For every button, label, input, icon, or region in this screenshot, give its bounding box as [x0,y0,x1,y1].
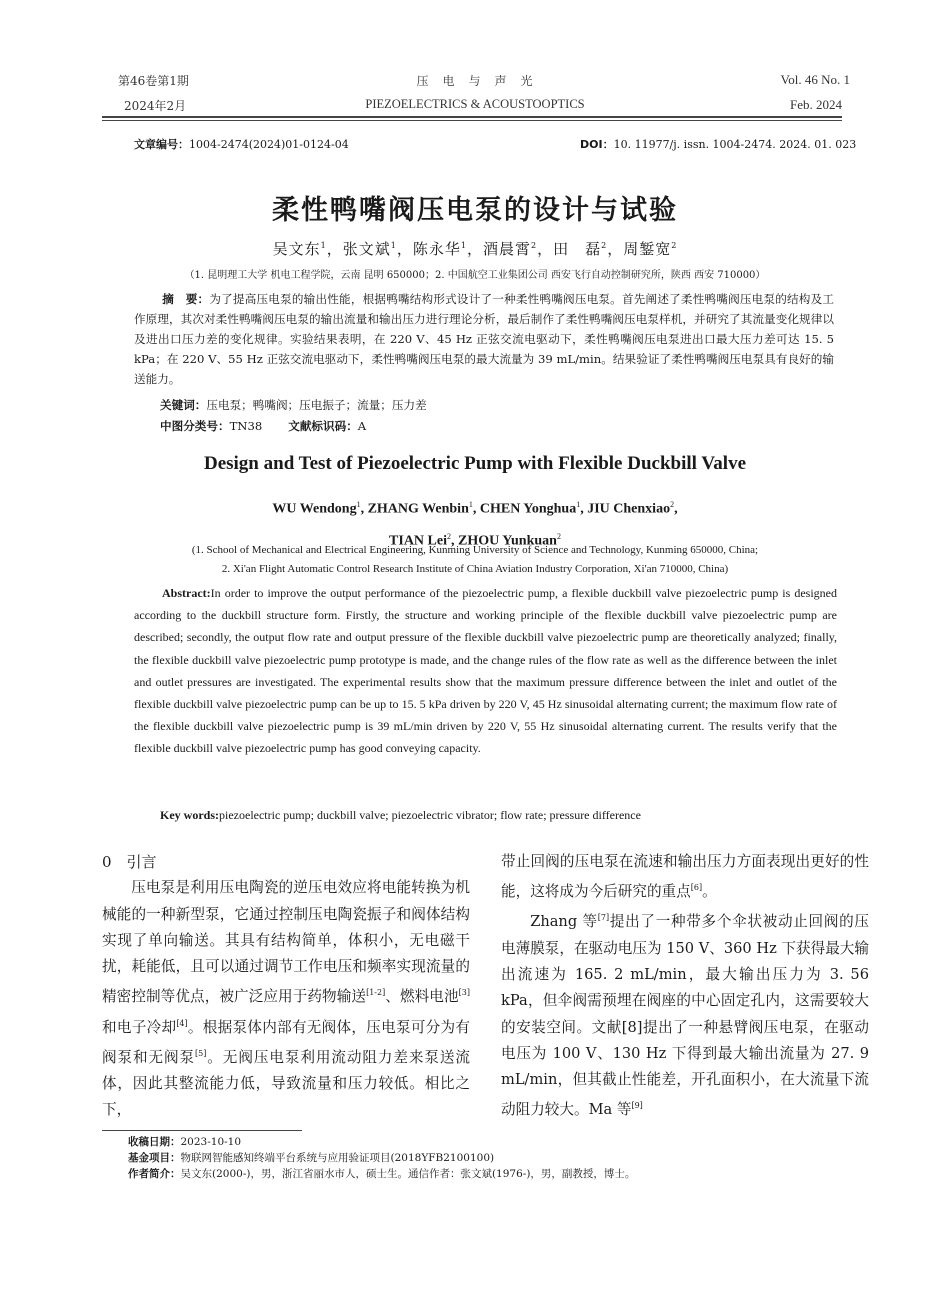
header-date-en: Feb. 2024 [790,97,842,112]
author-en-5: TIAN Lei [389,533,447,549]
fund-value: 物联网智能感知终端平台系统与应用验证项目(2018YFB2100100) [180,1152,495,1164]
doi-label: DOI： [580,138,614,151]
citation-7: [9] [631,1101,643,1111]
header-rule-thin [102,120,842,121]
citation-3: [4] [176,1018,188,1028]
affiliation-en-line-2: 2. Xi'an Flight Automatic Control Research Institute of China Aviation Industry Corporation, Xi'an 710000, China) [221,563,729,575]
affiliation-cn: （1. 昆明理工大学 机电工程学院，云南 昆明 650000；2. 中国航空工业集团公司 西安飞行自动控制研究所，陕西 西安 710000） [184,270,766,281]
body-paragraph-3 [501,905,869,1123]
author-cn-4: 酒晨霄 [483,240,532,258]
header-volume-en: Vol. 46 No. 1 [780,72,850,87]
footnote-fund [128,1150,494,1165]
authors-cn: 吴文东$^1$，张文斌$^1$，陈永华$^1$，酒晨霄$^2$，田 磊$^2$，周錾宽$^2$ [272,240,678,258]
author-cn-1: 吴文东 [272,240,321,258]
footnote-rule [102,1130,302,1131]
author-bio-label: 作者简介： [128,1168,181,1180]
author-cn-2: 张文斌 [342,240,391,258]
abstract-en-text: In order to improve the output performance of the piezoelectric pump, a flexible duckbill valve piezoelectric pump is designed according to the duckbill structure form. Firstly, the structure and working principle of the flexible duckbill valve piezoelectric pump are described; secondly, the output flow rate and output pressure of the flexible duckbill valve piezoelectric pump are theoretically analyzed; finally, the flexible duckbill valve piezoelectric pump prototype is made, and the change rules of the flow rate as well as the difference between the inlet and outlet pressures are investigated. The experimental results show that the maximum pressure difference between the inlet and outlet of the flexible duckbill valve piezoelectric pump can be up to 15. 5 kPa driven by 220 V, 45 Hz sinusoidal alternating current; the maximum flow rate of the flexible duckbill valve piezoelectric pump is 39 mL/min driven by 220 V, 55 Hz sinusoidal alternating current. The results verify that the flexible duckbill valve piezoelectric pump has good conveying capacity. [134,586,837,756]
header-journal-en: PIEZOELECTRICS & ACOUSTOOPTICS [365,97,585,111]
article-number-label: 文章编号： [134,138,189,151]
header-rule-thick [102,116,842,118]
author-en-4: JIU Chenxiao [587,501,671,517]
body-text-2a: 带止回阀的压电泵在流速和输出压力方面表现出更好的性能，这将成为今后研究的重点 [501,853,869,901]
title-cn: 柔性鸭嘴阀压电泵的设计与试验 [272,195,678,226]
citation-2: [3] [458,988,470,998]
author-en-2: ZHANG Wenbin [367,501,469,517]
author-cn-5: 田 磊 [553,240,602,258]
author-cn-4-sup: 2 [531,241,538,250]
body-paragraph-2 [501,849,869,905]
body-paragraph-1 [102,875,470,1123]
body-text-3a: Zhang 等 [530,913,598,931]
author-bio-value: 吴文东(2000-)，男，浙江省丽水市人，硕士生。通信作者：张文斌(1976-)，男，副教授，博士。 [180,1168,636,1180]
doi [580,136,856,152]
author-cn-6-sup: 2 [671,241,678,250]
article-number [134,136,349,152]
affiliation-en-line-1: (1. School of Mechanical and Electrical Engineering, Kunming University of Science and Technology, Kunming 650000, China; [191,544,759,556]
keywords-cn-text: 压电泵；鸭嘴阀；压电振子；流量；压力差 [206,398,427,412]
body-left-column [102,849,470,1124]
body-right-column [501,849,869,1124]
article-number-value: 1004-2474(2024)01-0124-04 [189,138,349,151]
body-text-2b: 。 [702,883,717,901]
received-label: 收稿日期： [128,1136,181,1148]
doc-code-value: A [357,419,367,433]
author-en-5-sup: 2 [446,531,451,541]
received-value: 2023-10-10 [180,1136,242,1148]
doc-code-label: 文献标识码： [288,419,358,433]
author-en-4-sup: 2 [670,500,675,509]
body-text-1b: 、燃料电池 [385,988,459,1006]
keywords-en-label: Key words: [160,808,219,822]
citation-5: [6] [690,883,703,893]
author-cn-1-sup: 1 [320,241,327,250]
author-en-6: ZHOU Yunkuan [457,533,557,549]
author-en-6-sup: 2 [556,531,561,541]
abstract-en [134,582,837,760]
author-cn-6: 周錾宽 [623,240,672,258]
header-volume-cn: 第46卷第1期 [118,74,189,88]
body-text-1d: 。根据泵体内部有无阀体，压电泵可分为有阀泵和无阀泵 [102,1018,470,1066]
header-date-cn: 2024年2月 [124,99,187,113]
footnote-received [128,1134,241,1149]
authors-en-line-1: WU Wendong$^1$, ZHANG Wenbin$^1$, CHEN Yonghua$^1$, JIU Chenxiao$^2$, [272,500,678,517]
citation-6: [7] [597,913,610,923]
clc-label: 中图分类号： [160,419,230,433]
citation-1: [1-2] [366,988,386,998]
author-en-3-sup: 1 [576,500,581,509]
author-cn-2-sup: 1 [390,241,397,250]
title-en: Design and Test of Piezoelectric Pump with Flexible Duckbill Valve [203,453,747,474]
keywords-cn-label: 关键词： [160,398,207,412]
keywords-cn [160,397,427,413]
author-cn-3-sup: 1 [460,241,467,250]
body-text-1e: 。无阀压电泵利用流动阻力差来泵送流体，因此其整流能力低，导致流量和压力较低。相比之下， [102,1048,470,1119]
author-en-2-sup: 1 [468,500,473,509]
footnote-author [128,1166,635,1181]
body-text-1a: 压电泵是利用压电陶瓷的逆压电效应将电能转换为机械能的一种新型泵，它通过控制压电陶瓷振子和阀体结构实现了单向输送。其具有结构简单，体积小，无电磁干扰，耗能低，且可以通过调节工作电压和频率实现流量的精密控制等优点，被广泛应用于药物输送 [102,879,470,1006]
abstract-cn [134,289,834,389]
author-en-3: CHEN Yonghua [479,501,577,517]
section-title: 0 引言 [102,853,157,871]
keywords-en [160,808,641,823]
author-cn-5-sup: 2 [601,241,608,250]
abstract-en-label: Abstract: [162,586,211,600]
affiliation-en [0,541,950,579]
author-en-1: WU Wendong [272,501,357,517]
fund-label: 基金项目： [128,1152,181,1164]
abstract-cn-label: 摘 要： [162,292,210,306]
classification [160,418,366,434]
header-journal-cn: 压 电 与 声 光 [416,74,534,88]
authors-en-line-2: TIAN Lei$^2$, ZHOU Yunkuan$^2$ [389,531,561,549]
keywords-en-text: piezoelectric pump; duckbill valve; piezoelectric vibrator; flow rate; pressure difference [219,808,641,822]
abstract-cn-text: 为了提高压电泵的输出性能，根据鸭嘴结构形式设计了一种柔性鸭嘴阀压电泵。首先阐述了柔性鸭嘴阀压电泵的结构及工作原理，其次对柔性鸭嘴阀压电泵的输出流量和输出压力进行理论分析，最后制作了柔性鸭嘴阀压电泵样机，并研究了其流量变化规律以及进出口压力差的变化规律。实验结果表明，在 220 V、45 Hz 正弦交流电驱动下，柔性鸭嘴阀压电泵进出口最大压力差可达 15. 5 kPa；在 220 V、55 Hz 正弦交流电驱动下，柔性鸭嘴阀压电泵的最大流量为 39 mL/min。结果验证了柔性鸭嘴阀压电泵具有良好的输送能力。 [134,292,834,386]
clc-value: TN38 [229,419,263,433]
author-cn-3: 陈永华 [412,240,461,258]
doi-value: 10. 11977/j. issn. 1004-2474. 2024. 01. 023 [613,138,857,151]
citation-4: [5] [195,1048,207,1058]
author-en-1-sup: 1 [356,500,361,509]
body-text-3b: 提出了一种带多个伞状被动止回阀的压电薄膜泵，在驱动电压为 150 V、360 Hz 下获得最大输出流速为 165. 2 mL/min，最大输出压力为 3. 56 kPa，但伞阀需预埋在阀座的中心固定孔内，这需要较大的安装空间。文献[8]提出了一种悬臂阀压电泵，在驱动电压为 100 V、130 Hz 下得到最大输出流量为 27. 9 mL/min，但其截止性能差，开孔面积小，在大流量下流动阻力较大。Ma 等 [501,913,869,1119]
body-text-1c: 和电子冷却 [102,1018,177,1036]
